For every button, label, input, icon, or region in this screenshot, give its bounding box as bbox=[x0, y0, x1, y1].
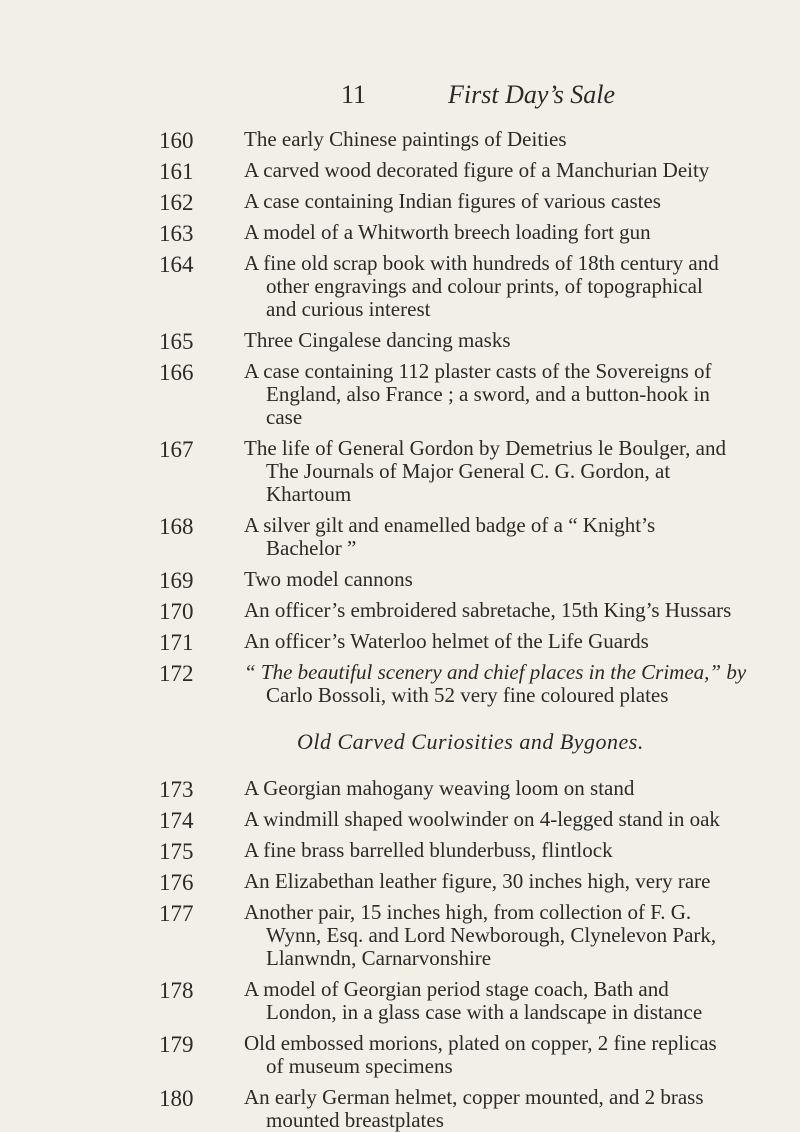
lot-description bbox=[244, 1086, 772, 1132]
lot-number: 162 bbox=[159, 190, 194, 215]
lot-line: Carlo Bossoli, with 52 very fine coloured plates bbox=[266, 683, 669, 707]
lot-number: 171 bbox=[159, 630, 194, 655]
lot-line: Three Cingalese dancing masks bbox=[244, 328, 511, 352]
lot-number: 172 bbox=[159, 661, 194, 686]
lot-line: Khartoum bbox=[266, 482, 352, 506]
lot-number: 169 bbox=[159, 568, 194, 593]
lot-description bbox=[244, 360, 772, 429]
lot-line: A silver gilt and enamelled badge of a “ Knight’s bbox=[244, 513, 656, 537]
lot-line: Another pair, 15 inches high, from collection of F. G. bbox=[244, 900, 692, 924]
lot-description bbox=[244, 221, 772, 244]
lot-description bbox=[244, 599, 772, 622]
lot-line: case bbox=[266, 405, 303, 429]
lot-description bbox=[244, 514, 772, 560]
lot-description bbox=[244, 329, 772, 352]
lot-description bbox=[244, 128, 772, 151]
lot-line: A fine old scrap book with hundreds of 18th century and bbox=[244, 251, 719, 275]
lot-number: 176 bbox=[159, 870, 194, 895]
lot-number: 170 bbox=[159, 599, 194, 624]
lot-line: An Elizabethan leather figure, 30 inches high, very rare bbox=[244, 869, 711, 893]
section-heading: Old Carved Curiosities and Bygones. bbox=[297, 729, 644, 754]
lot-line: London, in a glass case with a landscape in distance bbox=[266, 1000, 703, 1024]
lot-description bbox=[244, 252, 772, 321]
lot-number: 177 bbox=[159, 901, 194, 926]
lot-description bbox=[244, 808, 772, 831]
lot-number: 166 bbox=[159, 360, 194, 385]
lot-line: “ The beautiful scenery and chief places in the Crimea,” by bbox=[244, 660, 747, 684]
lot-line: Llanwndn, Carnarvonshire bbox=[266, 946, 492, 970]
lot-number: 167 bbox=[159, 437, 194, 462]
lot-line: The Journals of Major General C. G. Gordon, at bbox=[266, 459, 671, 483]
lot-number: 165 bbox=[159, 329, 194, 354]
lot-description bbox=[244, 159, 772, 182]
page-header bbox=[0, 80, 800, 120]
lot-number: 180 bbox=[159, 1086, 194, 1111]
lot-line: mounted breastplates bbox=[266, 1108, 444, 1132]
lot-line: A fine brass barrelled blunderbuss, flintlock bbox=[244, 838, 613, 862]
running-title: First Day’s Sale bbox=[448, 80, 616, 109]
lot-description bbox=[244, 978, 772, 1024]
lot-number: 160 bbox=[159, 128, 194, 153]
lot-description bbox=[244, 870, 772, 893]
lot-line: The early Chinese paintings of Deities bbox=[244, 127, 567, 151]
lot-description bbox=[244, 437, 772, 506]
lot-description bbox=[244, 777, 772, 800]
lot-line: The life of General Gordon by Demetrius le Boulger, and bbox=[244, 436, 727, 460]
lot-number: 163 bbox=[159, 221, 194, 246]
lot-number: 164 bbox=[159, 252, 194, 277]
lot-number: 178 bbox=[159, 978, 194, 1003]
lot-description bbox=[244, 839, 772, 862]
lot-line: of museum specimens bbox=[266, 1054, 453, 1078]
lot-line: Wynn, Esq. and Lord Newborough, Clynelevon Park, bbox=[266, 923, 717, 947]
lot-line: An early German helmet, copper mounted, and 2 brass bbox=[244, 1085, 704, 1109]
lot-line: Bachelor ” bbox=[266, 536, 357, 560]
lot-number: 174 bbox=[159, 808, 194, 833]
lot-line: An officer’s embroidered sabretache, 15th King’s Hussars bbox=[244, 598, 732, 622]
lot-line: Two model cannons bbox=[244, 567, 413, 591]
lot-line: An officer’s Waterloo helmet of the Life Guards bbox=[244, 629, 649, 653]
lot-number: 168 bbox=[159, 514, 194, 539]
lot-number: 161 bbox=[159, 159, 194, 184]
lot-line: and curious interest bbox=[266, 297, 431, 321]
lot-line: A case containing Indian figures of various castes bbox=[244, 189, 661, 213]
lot-line: other engravings and colour prints, of topographical bbox=[266, 274, 703, 298]
lot-line: Old embossed morions, plated on copper, 2 fine replicas bbox=[244, 1031, 717, 1055]
lot-description bbox=[244, 901, 772, 970]
lot-description bbox=[244, 190, 772, 213]
lot-number: 173 bbox=[159, 777, 194, 802]
lot-number: 179 bbox=[159, 1032, 194, 1057]
lot-number: 175 bbox=[159, 839, 194, 864]
lot-line: A carved wood decorated figure of a Manchurian Deity bbox=[244, 158, 710, 182]
lot-line: A case containing 112 plaster casts of the Sovereigns of bbox=[244, 359, 712, 383]
lot-line: England, also France ; a sword, and a button-hook in bbox=[266, 382, 710, 406]
lot-description bbox=[244, 568, 772, 591]
lot-line: A model of Georgian period stage coach, Bath and bbox=[244, 977, 669, 1001]
lot-description bbox=[244, 661, 772, 707]
lot-description bbox=[244, 1032, 772, 1078]
lot-line: A windmill shaped woolwinder on 4-legged stand in oak bbox=[244, 807, 720, 831]
lot-description bbox=[244, 630, 772, 653]
page-number: 11 bbox=[341, 80, 367, 109]
lot-line: A model of a Whitworth breech loading fort gun bbox=[244, 220, 651, 244]
lot-line: A Georgian mahogany weaving loom on stand bbox=[244, 776, 635, 800]
